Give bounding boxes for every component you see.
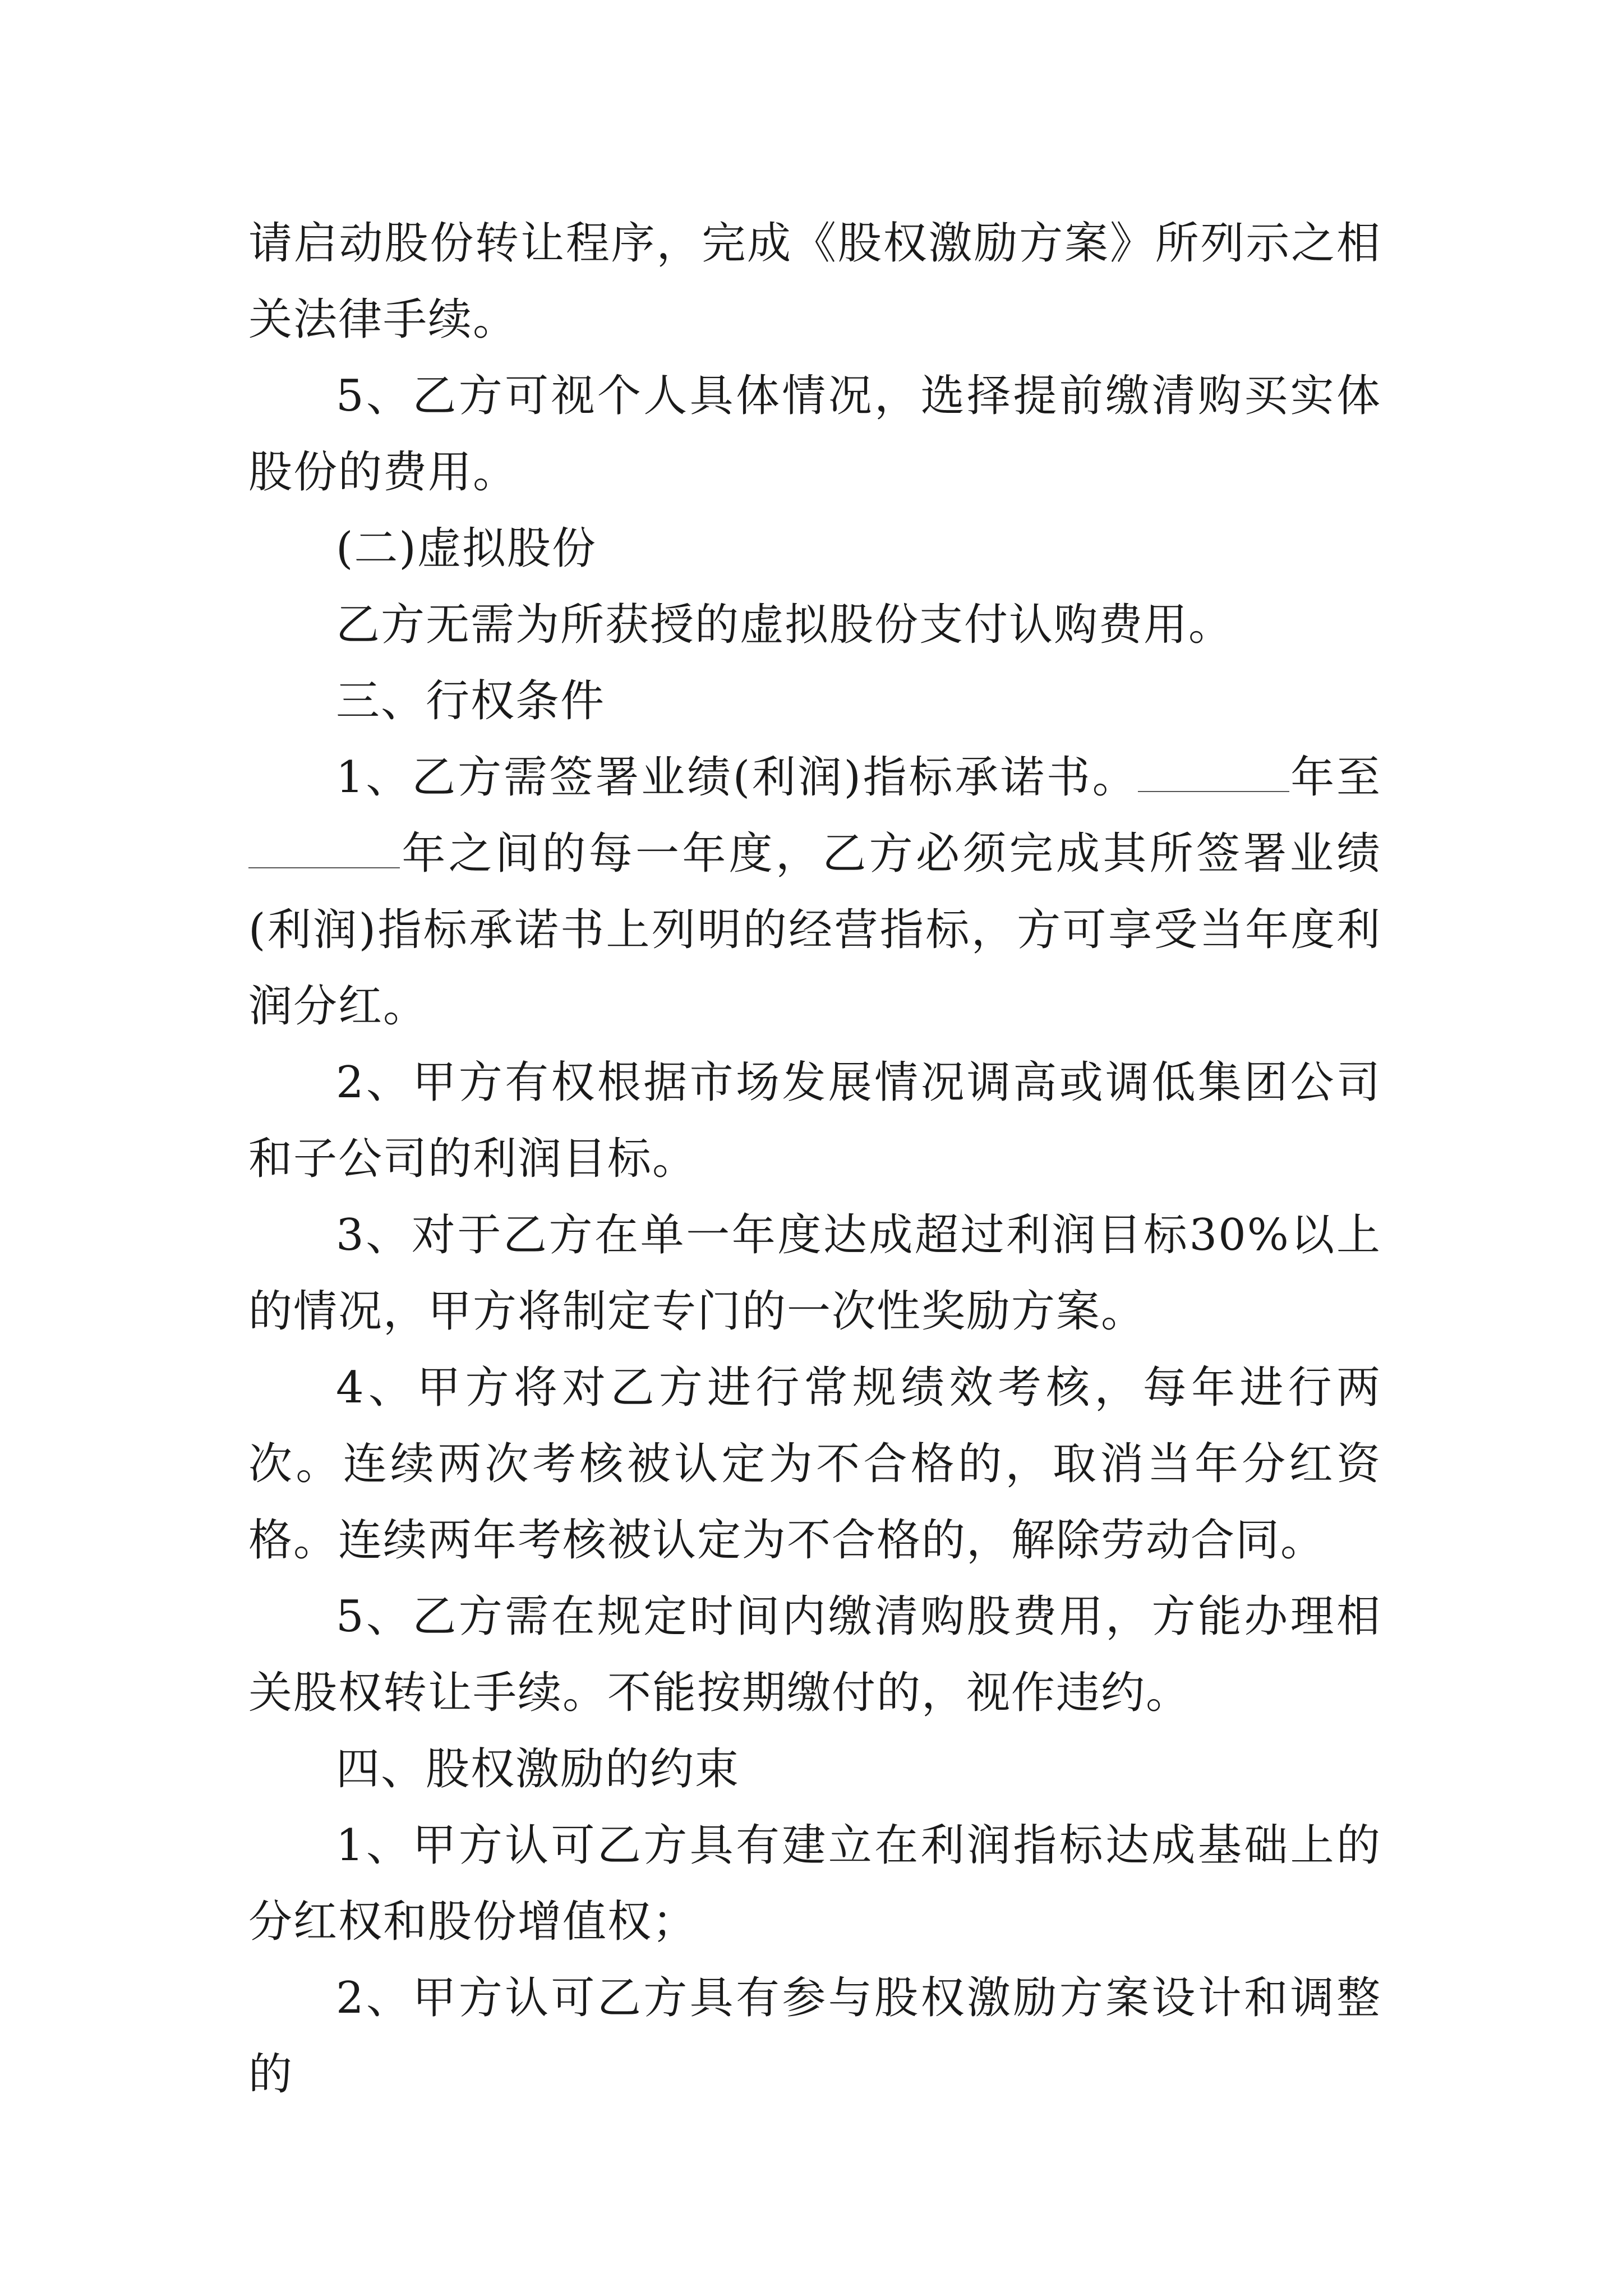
blank-year-start xyxy=(1138,752,1289,792)
paragraph-item-5-prepay: 5、乙方可视个人具体情况，选择提前缴清购买实体股份的费用。 xyxy=(248,371,1381,498)
paragraph-condition-4: 4、甲方将对乙方进行常规绩效考核，每年进行两次。连续两次考核被认定为不合格的，取消当年分红资格。连续两年考核被认定为不合格的，解除劳动合同。 xyxy=(248,1363,1381,1566)
condition-1-text-b: 年至 xyxy=(1289,752,1381,803)
paragraph-virtual-shares: 乙方无需为所获授的虚拟股份支付认购费用。 xyxy=(336,600,1234,650)
paragraph-constraint-2: 2、甲方认可乙方具有参与股权激励方案设计和调整的 xyxy=(248,1973,1381,2100)
paragraph-condition-2: 2、甲方有权根据市场发展情况调高或调低集团公司和子公司的利润目标。 xyxy=(248,1057,1381,1184)
paragraph-condition-5: 5、乙方需在规定时间内缴清购股费用，方能办理相关股权转让手续。不能按期缴付的，视作违约。 xyxy=(248,1591,1381,1718)
subheading-virtual-shares: (二)虚拟股份 xyxy=(336,523,597,574)
blank-year-end xyxy=(248,828,400,868)
document-body xyxy=(248,205,1381,2113)
paragraph-constraint-1: 1、甲方认可乙方具有建立在利润指标达成基础上的分红权和股份增值权； xyxy=(248,1820,1381,1947)
heading-exercise-conditions: 三、行权条件 xyxy=(336,676,606,726)
paragraph-continuation: 请启动股份转让程序，完成《股权激励方案》所列示之相关法律手续。 xyxy=(248,218,1381,345)
condition-1-text-c: 年之间的每一年度，乙方必须完成其所签署业绩(利润)指标承诺书上列明的经营指标，方可享受当年度利润分红。 xyxy=(248,829,1381,1032)
condition-1-text-a: 1、乙方需签署业绩(利润)指标承诺书。 xyxy=(336,752,1138,803)
paragraph-condition-1 xyxy=(248,739,1381,1045)
heading-constraints: 四、股权激励的约束 xyxy=(336,1744,740,1795)
paragraph-condition-3: 3、对于乙方在单一年度达成超过利润目标30%以上的情况，甲方将制定专门的一次性奖励方案。 xyxy=(248,1210,1381,1337)
